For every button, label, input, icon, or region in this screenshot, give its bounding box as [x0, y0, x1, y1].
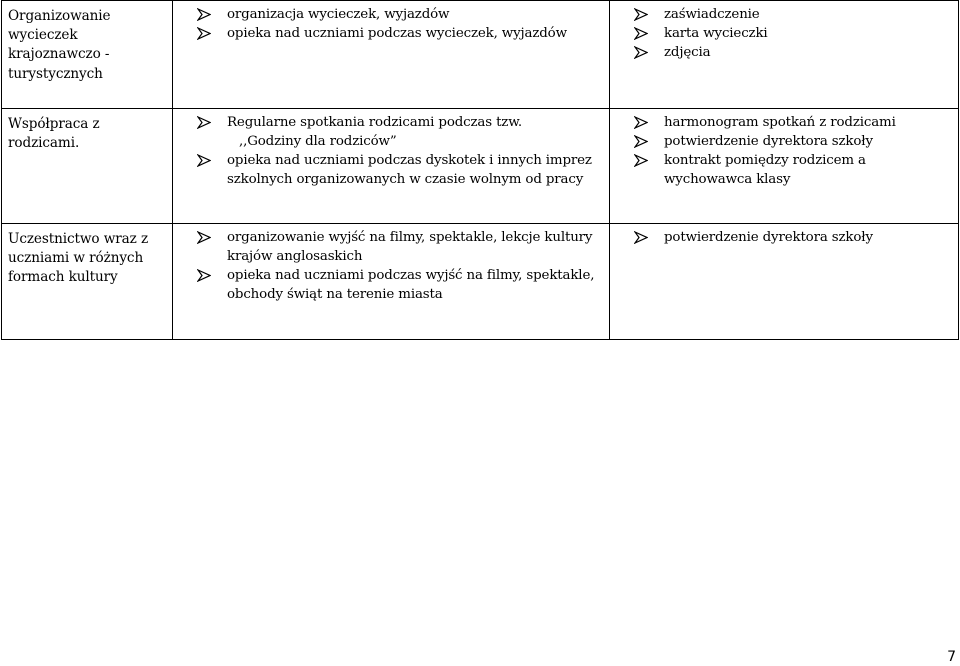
item-text: zaświadczenie — [664, 7, 760, 22]
list-item — [634, 228, 952, 247]
topic-text: Współpraca z rodzicami. — [8, 116, 100, 152]
evidence-list — [610, 1, 958, 62]
activities-list — [173, 224, 609, 304]
item-text: opieka nad uczniami podczas wyjść na filmy, spektakle, obchody świąt na terenie miasta — [227, 268, 595, 302]
list-item — [197, 151, 603, 189]
item-text: organizowanie wyjść na filmy, spektakle, lekcje kultury krajów anglosaskich — [227, 230, 593, 264]
evidence-cell — [610, 1, 959, 109]
list-item — [634, 113, 952, 132]
arrow-bullet-icon — [197, 116, 211, 129]
item-text: potwierdzenie dyrektora szkoły — [664, 230, 873, 245]
item-text: zdjęcia — [664, 45, 711, 60]
evidence-list — [610, 224, 958, 247]
list-item — [197, 24, 603, 43]
arrow-bullet-icon — [634, 135, 648, 148]
activities-list — [173, 109, 609, 189]
evidence-list — [610, 109, 958, 189]
item-text: opieka nad uczniami podczas dyskotek i innych imprez szkolnych organizowanych w czasie wolnym od pracy — [227, 153, 592, 187]
list-item — [197, 266, 603, 304]
arrow-bullet-icon — [197, 231, 211, 244]
list-item — [634, 5, 952, 24]
item-text: organizacja wycieczek, wyjazdów — [227, 7, 450, 22]
list-item — [197, 113, 603, 151]
arrow-bullet-icon — [634, 231, 648, 244]
item-text: opieka nad uczniami podczas wycieczek, wyjazdów — [227, 26, 567, 41]
table-row — [2, 224, 959, 340]
arrow-bullet-icon — [197, 154, 211, 167]
topic-text: Uczestnictwo wraz z uczniami w różnych formach kultury — [8, 231, 149, 286]
arrow-bullet-icon — [634, 27, 648, 40]
arrow-bullet-icon — [634, 154, 648, 167]
item-text-continuation: ,,Godziny dla rodziców” — [239, 134, 397, 149]
list-item — [634, 43, 952, 62]
activities-list — [173, 1, 609, 43]
topic-text: Organizowanie wycieczek krajoznawczo - turystycznych — [8, 8, 111, 82]
arrow-bullet-icon — [634, 46, 648, 59]
evidence-cell — [610, 224, 959, 340]
list-item — [197, 228, 603, 266]
topic-cell — [2, 109, 173, 224]
list-item — [197, 5, 603, 24]
item-text: potwierdzenie dyrektora szkoły — [664, 134, 873, 149]
table-row — [2, 1, 959, 109]
item-text: harmonogram spotkań z rodzicami — [664, 115, 896, 130]
activities-cell — [173, 224, 610, 340]
arrow-bullet-icon — [197, 27, 211, 40]
activities-cell — [173, 109, 610, 224]
item-text: kontrakt pomiędzy rodzicem a wychowawca klasy — [664, 153, 866, 187]
topic-cell — [2, 1, 173, 109]
arrow-bullet-icon — [634, 8, 648, 21]
arrow-bullet-icon — [197, 269, 211, 282]
item-text: karta wycieczki — [664, 26, 768, 41]
list-item — [634, 151, 952, 189]
list-item — [634, 24, 952, 43]
item-text: Regularne spotkania rodzicami podczas tzw. — [227, 115, 523, 130]
topic-cell — [2, 224, 173, 340]
page-number: 7 — [947, 649, 956, 665]
list-item — [634, 132, 952, 151]
activities-cell — [173, 1, 610, 109]
arrow-bullet-icon — [634, 116, 648, 129]
activity-table — [1, 0, 959, 340]
arrow-bullet-icon — [197, 8, 211, 21]
evidence-cell — [610, 109, 959, 224]
table-row — [2, 109, 959, 224]
